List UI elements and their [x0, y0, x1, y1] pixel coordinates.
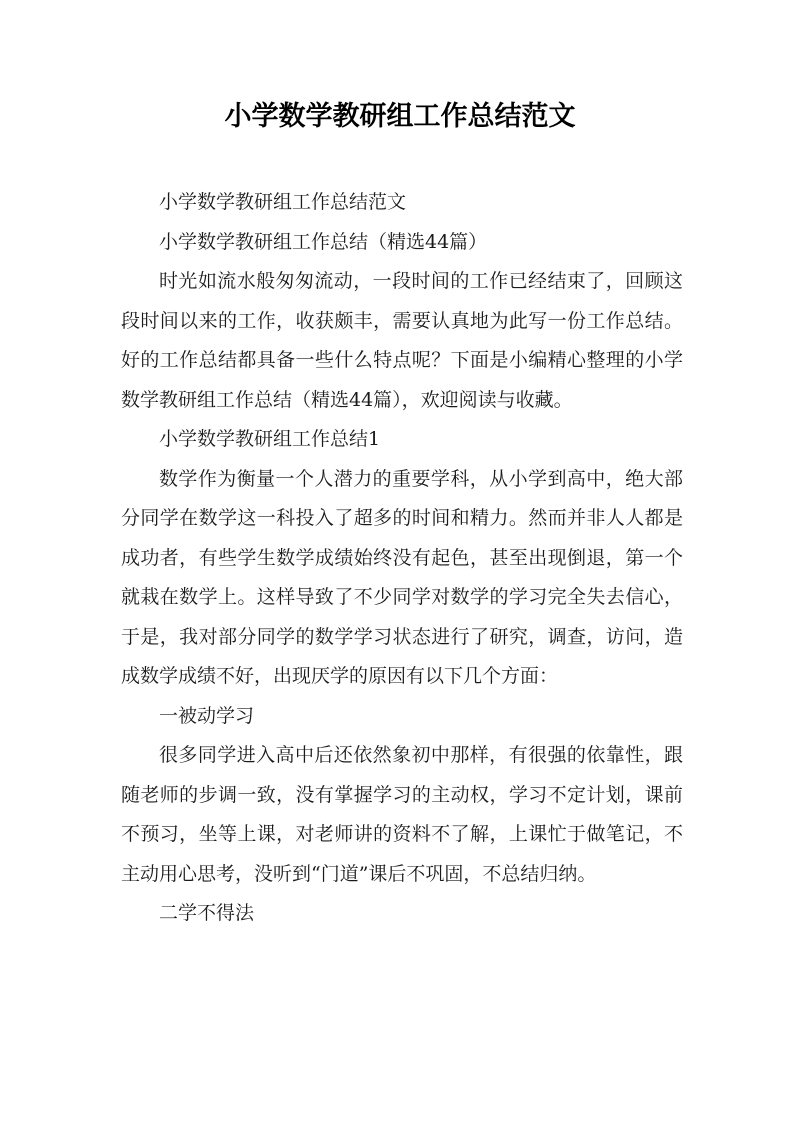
section-heading-1: 小学数学教研组工作总结1 — [159, 428, 381, 450]
subheading-wrong-method: 二学不得法 — [159, 902, 255, 924]
document-body — [121, 183, 683, 934]
paragraph-subtitle: 小学数学教研组工作总结（精选44篇） — [159, 230, 488, 253]
paragraph-intro: 时光如流水般匆匆流动，一段时间的工作已经结束了，回顾这段时间以来的工作，收获颇丰，需要认真地为此写一份工作总结。好的工作总结都具备一些什么特点呢？下面是小编精心整理的小学数学教研组工作总结（精选44篇），欢迎阅读与收藏。 — [121, 270, 683, 411]
document-title: 小学数学教研组工作总结范文 — [224, 101, 576, 132]
paragraph-section-1: 数学作为衡量一个人潜力的重要学科，从小学到高中，绝大部分同学在数学这一科投入了超多的时间和精力。然而并非人人都是成功者，有些学生数学成绩始终没有起色，甚至出现倒退，第一个就栽在数学上。这样导致了不少同学对数学的学习完全失去信心，于是，我对部分同学的数学学习状态进行了研究，调查，访问，造成数学成绩不好，出现厌学的原因有以下几个方面： — [121, 467, 683, 687]
paragraph-passive-learning: 很多同学进入高中后还依然象初中那样，有很强的依靠性，跟随老师的步调一致，没有掌握学习的主动权，学习不定计划，课前不预习，坐等上课，对老师讲的资料不了解，上课忙于做笔记，不主动用心思考，没听到“门道”课后不巩固，不总结归纳。 — [121, 744, 683, 885]
paragraph-doc-heading: 小学数学教研组工作总结范文 — [159, 191, 407, 213]
subheading-passive-learning: 一被动学习 — [159, 704, 255, 727]
